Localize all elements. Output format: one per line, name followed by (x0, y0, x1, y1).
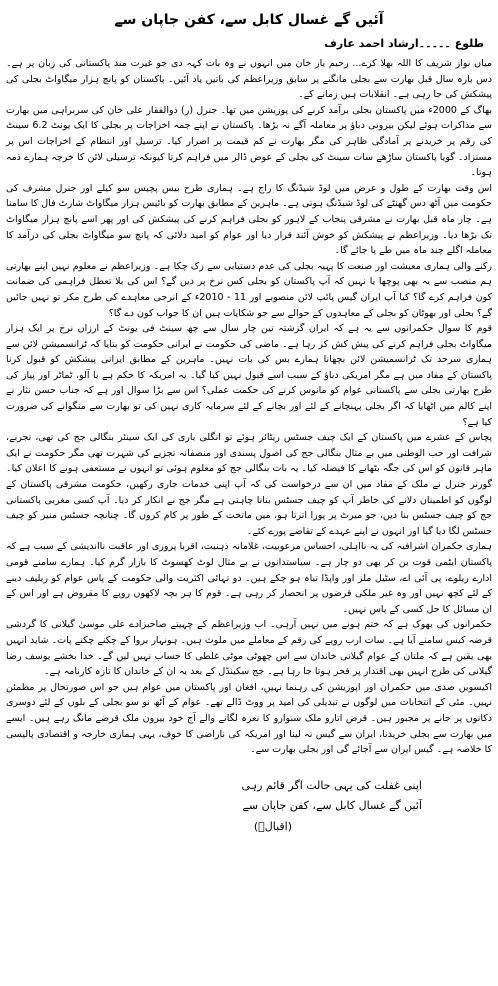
paragraph: حکمرانوں کی بھوک ہے کہ ختم ہونے میں نہیں آرہی۔ اب وزیراعظم کے چہیتے صاحبزادے علی موسیٰ گیلانی کا گردشی قرضہ کیس سامنے آیا ہے۔ سات ارب روپے کی رقم کے معاملے میں ملوث ہیں۔ ہونہار بروا کے چکنے چکنے پات۔ شاید انہیں بھی یقین ہے کہ ملتان کے عوام گیلانی خاندان سے اس چھوٹی موٹی غلطی کا حساب نہیں لیں گے۔ خدا بخشے یوسف رضا گیلانی کی طرح انہیں بھی اقتدار پر فخر ہوتا جا رہا ہے۔ جج سکینڈل کے بعد یہ ان کے خاندان کا تازہ کارنامہ ہے۔ (6, 619, 492, 678)
column-byline: طلوع ۔۔۔۔۔ارشاد احمد عارف (324, 37, 484, 50)
paragraph: میاں نواز شریف کا اللہ بھلا کرے... رحیم یار خان میں انہوں نے وہ بات کہہ دی جو غیرت مند پاکستانی کی زبان پر ہے۔ دس بارہ سال قبل بھارت سے بجلی مانگنے پر سابق وزیراعظم کی باتیں یاد آئیں۔ پاکستان کو پانچ ہزار میگاواٹ بجلی کی پیشکش کی جا رہی ہے۔ انقلابات ہیں زمانے کے۔ (6, 58, 492, 101)
paragraph: بھاگ کے 2000ء میں پاکستان بجلی برآمد کرنے کی پوزیشن میں تھا۔ جنرل (ر) ذوالفقار علی خان کی سربراہی میں بھارت سے مذاکرات ہوئے لیکن بیرونی دباؤ پر معاملہ آگے نہ بڑھا۔ پاکستان نے اپنے جمہ اخراجات پر بجلی کا ایک یونٹ 6.2 سینٹ کی رقم پر خریدنے پر آمادگی ظاہر کی مگر بھارت نے کم قیمت پر اصرار کیا۔ ترسیل اور انتظام کے اخراجات اس پر مستزاد۔ گویا پاکستان ساڑھے سات سینٹ کی بجلی کے عوض ڈالر میں فراہم کرتا کیونکہ ترسیلی لائن کا خرچہ ہمارے ذمہ ہوتا۔ (6, 104, 492, 179)
paragraph: رکنے والی ہماری معیشت اور صنعت کا پہیہ بجلی کی عدم دستیابی سے رک چکا ہے۔ وزیراعظم نے معلوم نہیں اپنے بھارتی ہم منصب سے یہ بھی پوچھا یا نہیں کہ آپ پاکستان کو بجلی کس نرخ پر دیں گے؟ اس کی بلا تعطل فراہمی کی ضمانت کون فراہم کرے گا؟ کیا آپ ایران گیس پائپ لائن منصوبے اور 11 - 2010ء کے انرجی معاہدے کی طرح مکر تو نہیں جائیں گے؟ بجلی اور بھوٹان کو بجلی کے معاہدوں کے حوالے سے جو شکایات ہیں ان کا جواب کون دے گا؟ (6, 260, 493, 319)
paragraph: اس وقت بھارت کے طول و عرض میں لوڈ شیڈنگ کا راج ہے۔ ہماری طرح بیس پچیس سو کیلے اور جنرل مشرف کی حکومت میں آٹھ دس گھنٹے کی لوڈ شیڈنگ ہوتی ہے۔ ماہرین کے مطابق بھارت کو بائیس ہزار میگاواٹ شارٹ فال کا سامنا ہے۔ چار ماہ قبل بھارت نے مشرقی پنجاب کے لاہور کو بجلی فراہم کرنے کی پیشکش کی اور پھر اسے پانچ ہزار میگاواٹ تک بڑھا دیا۔ وزیراعظم نے پیشکش کو خوش آئند قرار دیا اور عوام کو امید دلائی کہ پانچ سو میگاواٹ بجلی کی درآمد کا معاملہ اگلے چند ماہ میں طے پا جائے گا۔ (6, 182, 492, 257)
paragraph: اکیسویں صدی میں حکمران اور اپوزیشن کی رہنما نہیں، افغان اور پاکستان میں عوام ہیں جو اس صورتحال پر مطمئن نہیں۔ مئی کے انتخابات میں لوگوں نے تبدیلی کی امید پر ووٹ ڈالے تھے۔ عوام کے آٹھ نو سو بجلی کے بلوں کے لئے دوسری دکانوں پر جانے پر مجبور ہیں۔ قرض اتارو ملک سنوارو کا نعرہ لگانے والے آج خود بیرون ملک قرضے مانگ رہے ہیں۔ ایسے میں بھارت سے بجلی خریدنا، ایران سے گیس نہ لینا اور امریکہ کی ناراضی کا خوف، یہی ہماری خارجہ و اقتصادی پالیسی کا خلاصہ ہے۔ گیس ایران سے آجائے گی اور بجلی بھارت سے۔ (6, 681, 492, 756)
page-title: آئیں گے غسال کابل سے، کفن جاپان سے (114, 12, 384, 28)
paragraph: ہماری حکمران اشرافیہ کی یہ نااہلی، احساس مرعوبیت، غلامانہ ذہنیت، اقربا پروری اور عاقبت نااندیشی کے سبب ہے کہ پاکستان ایٹمی قوت بن کر بھی دو چار ہے۔ سیاستدانوں نے بے مثال لوٹ کھسوٹ کا بازار گرم کیا۔ ہمارے سامنے قومی ادارے ریلوے، پی آئی اے، سٹیل ملز اور واپڈا تباہ ہو چکے ہیں۔ دو تہائی اکثریت والی حکومت کے پاس عوام کو ریلیف دینے کے لئے کچھ نہیں اور وہ غیر ملکی قرضوں پر انحصار کر رہی ہے۔ قوم کا ہر بچہ لاکھوں روپے کا مقروض ہے اور اس کے ان مسائل کا حل کسی کے پاس نہیں۔ (6, 541, 492, 615)
paragraph: پچاس کے عشرے میں پاکستان کے ایک چیف جسٹس ریٹائر ہوئے تو انگلی باری کی ایک سینئر بنگالی جج کی تھی، تجربے، شرافت اور حب الوطنی میں بے مثال بنگالی جج کی اصول پسندی اور منصفانہ تجزیے کی شہرت تھی مگر حکومت نے ایک ماہر قانون کو اس کی جگہ بٹھانے کا فیصلہ کیا۔ یہ بات بنگالی جج کو معلوم ہوئی تو انہوں نے مستعفی ہونے کا اعلان کیا۔ گورنر جنرل نے ملک کے مفاد میں ان سے درخواست کی کہ آپ اپنی خدمات جاری رکھیں، حکومت مشرقی پاکستان کے لوگوں کو اطمینان دلانے کی خاطر آپ کو چیف جسٹس بنانا چاہتی ہے مگر جج نے انکار کر دیا۔ آپ کسی مغربی پاکستانی جج کو چیف جسٹس بنا دیں، جو میرٹ پر پورا اترتا ہو، میں ماتحت کے طور پر کام کروں گا۔ چنانچہ جسٹس منیر کو چیف جسٹس لگا دیا گیا اور انہوں نے اپنے عہدے کے تقاضے پورے کئے۔ (6, 432, 492, 537)
paragraph: قوم کا سوال حکمرانوں سے یہ ہے کہ ایران گزشتہ تین چار سال سے چھ سینٹ فی یونٹ کے ارزاں نرخ پر ایک ہزار میگاواٹ بجلی فراہم کرنے کی پیش کش کر رہا ہے۔ ماضی کی حکومت نے ایرانی حکومت کو بتایا کہ ٹرانسمیشن لائن سے ہماری سرحد تک ٹرانسمیشن لائن بچھانا ہمارے بس کی بات نہیں۔ ماہرین کے مطابق ایرانی پیشکش کو قبول کرنا پاکستان کے مفاد میں ہے مگر امریکی دباؤ کے سبب اسے قبول نہیں کیا گیا۔ یہ امریکہ کا حکم ہے یا آلو، ٹماٹر اور پیاز کی طرح بھارتی بجلی سے پاکستانی عوام کو مانوس کرنے کی حکمت عملی؟ اس سے بڑا سوال اور ہے کہ جناب حسن نثار نے اپنے کالم میں اٹھایا کہ اگر بجلی پہنچانے کے لئے اور بچانے کے لئے سرمایہ کاری نہیں کی تو بھارت سے منگوانے کی ضرورت کیا ہے؟ (6, 323, 492, 428)
verse-line-1: اپنی غفلت کی یہی حالت اگر قائم رہی (241, 778, 422, 792)
verse-line-2: آئیں گے غسال کابل سے، کفن جاپان سے (242, 798, 422, 812)
article-body (6, 56, 492, 758)
poet-attribution: (اقبالؒ) (253, 819, 292, 833)
closing-verse (6, 776, 492, 816)
